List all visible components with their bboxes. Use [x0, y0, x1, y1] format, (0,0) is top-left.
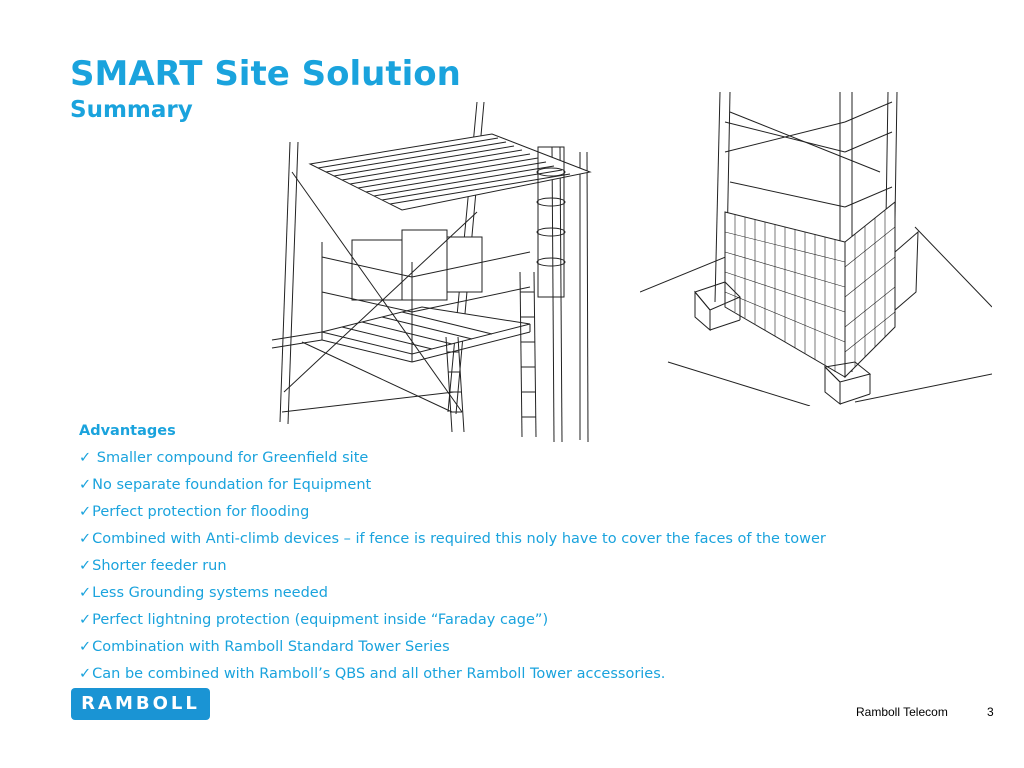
advantage-text: Shorter feeder run — [92, 558, 227, 574]
advantage-item — [79, 637, 979, 664]
advantage-text: No separate foundation for Equipment — [92, 477, 372, 493]
slide-subtitle: Summary — [70, 97, 193, 123]
advantage-item — [79, 502, 979, 529]
advantage-item — [79, 556, 979, 583]
checkmark-icon: ✓ — [79, 504, 92, 520]
checkmark-icon: ✓ — [79, 558, 92, 574]
tower-base-with-fence-drawing — [640, 92, 992, 406]
advantages-list — [79, 421, 979, 691]
advantage-text: Perfect protection for flooding — [92, 504, 310, 520]
checkmark-icon: ✓ — [79, 639, 92, 655]
advantage-text: Combination with Ramboll Standard Tower Series — [92, 639, 450, 655]
checkmark-icon: ✓ — [79, 666, 92, 682]
advantage-item — [79, 583, 979, 610]
advantage-text: Perfect lightning protection (equipment inside “Faraday cage”) — [92, 612, 549, 628]
checkmark-icon: ✓ — [79, 450, 92, 466]
advantage-text: Less Grounding systems needed — [92, 585, 328, 601]
advantage-item — [79, 610, 979, 637]
checkmark-icon: ✓ — [79, 612, 92, 628]
page-number: 3 — [987, 705, 994, 719]
advantage-text: Combined with Anti-climb devices – if fence is required this noly have to cover the faces of the tower — [92, 531, 826, 547]
footer-company: Ramboll Telecom — [856, 705, 948, 719]
checkmark-icon: ✓ — [79, 585, 92, 601]
platform-structure-drawing — [262, 92, 597, 450]
advantage-text: Smaller compound for Greenfield site — [92, 450, 369, 466]
advantage-item — [79, 475, 979, 502]
checkmark-icon: ✓ — [79, 477, 92, 493]
slide-title: SMART Site Solution — [70, 54, 461, 94]
advantage-item — [79, 664, 979, 691]
checkmark-icon: ✓ — [79, 531, 92, 547]
ramboll-logo: RAMBOLL — [71, 688, 210, 720]
advantages-heading: Advantages — [79, 423, 176, 439]
advantage-item — [79, 448, 979, 475]
advantage-text: Can be combined with Ramboll’s QBS and all other Ramboll Tower accessories. — [92, 666, 666, 682]
advantage-item — [79, 529, 979, 556]
